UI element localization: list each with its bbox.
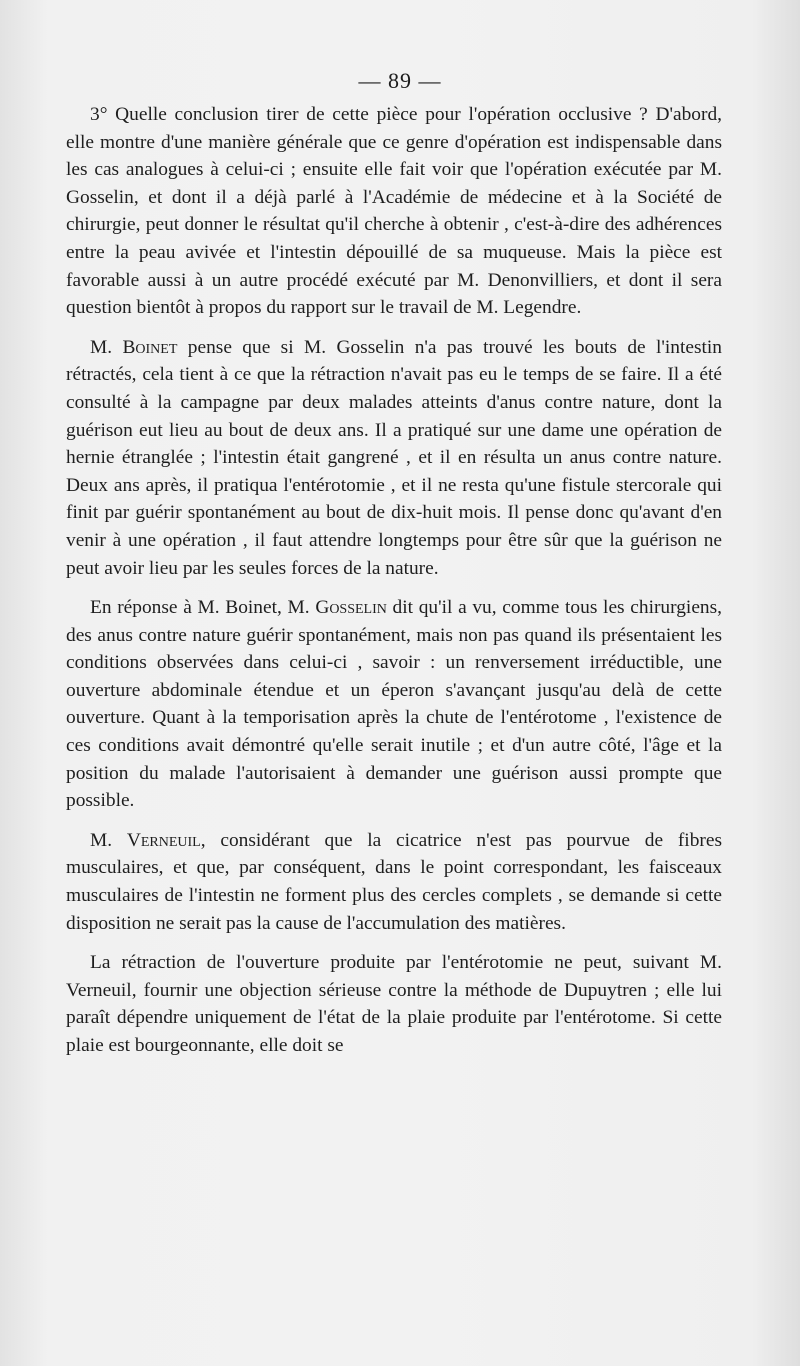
paragraph-3 [66, 594, 722, 815]
paragraph-2 [66, 334, 722, 582]
speaker-name: Verneuil [126, 829, 201, 851]
body-text [66, 101, 722, 1072]
paragraph-1 [66, 101, 722, 322]
paragraph-4-prefix: M. [90, 829, 127, 851]
paragraph-3-text: dit qu'il a vu, comme tous les chirurgiens, des anus contre nature guérir spontanément, mais non pas quand ils présentaient les conditions observées dans celui-ci , savoir : un renversement irréductible, une ouverture abdominale étendue et un éperon s'avançant jusqu'au delà de cette ouverture. Quant à la temporisation après la chute de l'entérotome , l'existence de ces conditions avait démontré qu'elle serait inutile ; et d'un autre côté, l'âge et la position du malade l'autorisaient à demander une guérison aussi prompte que possible. [66, 597, 723, 812]
paragraph-5-text: La rétraction de l'ouverture produite par l'entérotomie ne peut, suivant M. Verneuil, fournir une objection sérieuse contre la méthode de Dupuytren ; elle lui paraît dépendre uniquement de l'état de la plaie produite par l'entérotome. Si cette plaie est bourgeonnante, elle doit se [66, 952, 722, 1056]
paragraph-5 [66, 949, 722, 1059]
paragraph-1-text: 3° Quelle conclusion tirer de cette pièce pour l'opération occlusive ? D'abord, elle montre d'une manière générale que ce genre d'opération est indispensable dans les cas analogues à celui-ci ; ensuite elle fait voir que l'opération exécutée par M. Gosselin, et dont il a déjà parlé à l'Académie de médecine et à la Société de chirurgie, peut donner le résultat qu'il cherche à obtenir , c'est-à-dire des adhérences entre la peau avivée et l'intestin dépouillé de sa muqueuse. Mais la pièce est favorable aussi à un autre procédé exécuté par M. Denonvilliers, et dont il sera question bientôt à propos du rapport sur le travail de M. Legendre. [66, 104, 722, 319]
speaker-name: Boinet [122, 336, 178, 358]
paragraph-3-prefix: En réponse à M. Boinet, M. [90, 597, 316, 619]
paragraph-4-text: , considérant que la cicatrice n'est pas pourvue de fibres musculaires, et que, par conséquent, dans le point correspondant, les faisceaux musculaires de l'intestin ne forment plus des cercles complets , se demande si cette disposition ne serait pas la cause de l'accumulation des matières. [66, 829, 723, 934]
paragraph-2-prefix: M. [90, 336, 123, 358]
paragraph-2-text: pense que si M. Gosselin n'a pas trouvé les bouts de l'intestin rétractés, cela tient à ce que la rétraction n'avait pas eu le temps de se faire. Il a été consulté à la campagne par deux malades atteints d'anus contre nature, dont la guérison eut lieu au bout de deux ans. Il a pratiqué sur une dame une opération de hernie étranglée ; l'intestin était gangrené , et il en résulta un anus contre nature. Deux ans après, il pratiqua l'entérotomie , et il ne resta qu'une fistule stercorale qui finit par guérir spontanément au bout de dix-huit mois. Il pense donc qu'avant d'en venir à une opération , il faut attendre longtemps pour être sûr que la guérison ne peut avoir lieu par les seules forces de la nature. [66, 336, 722, 579]
paragraph-4 [66, 827, 722, 937]
speaker-name: Gosselin [315, 597, 387, 619]
page-number: — 89 — [358, 68, 442, 93]
